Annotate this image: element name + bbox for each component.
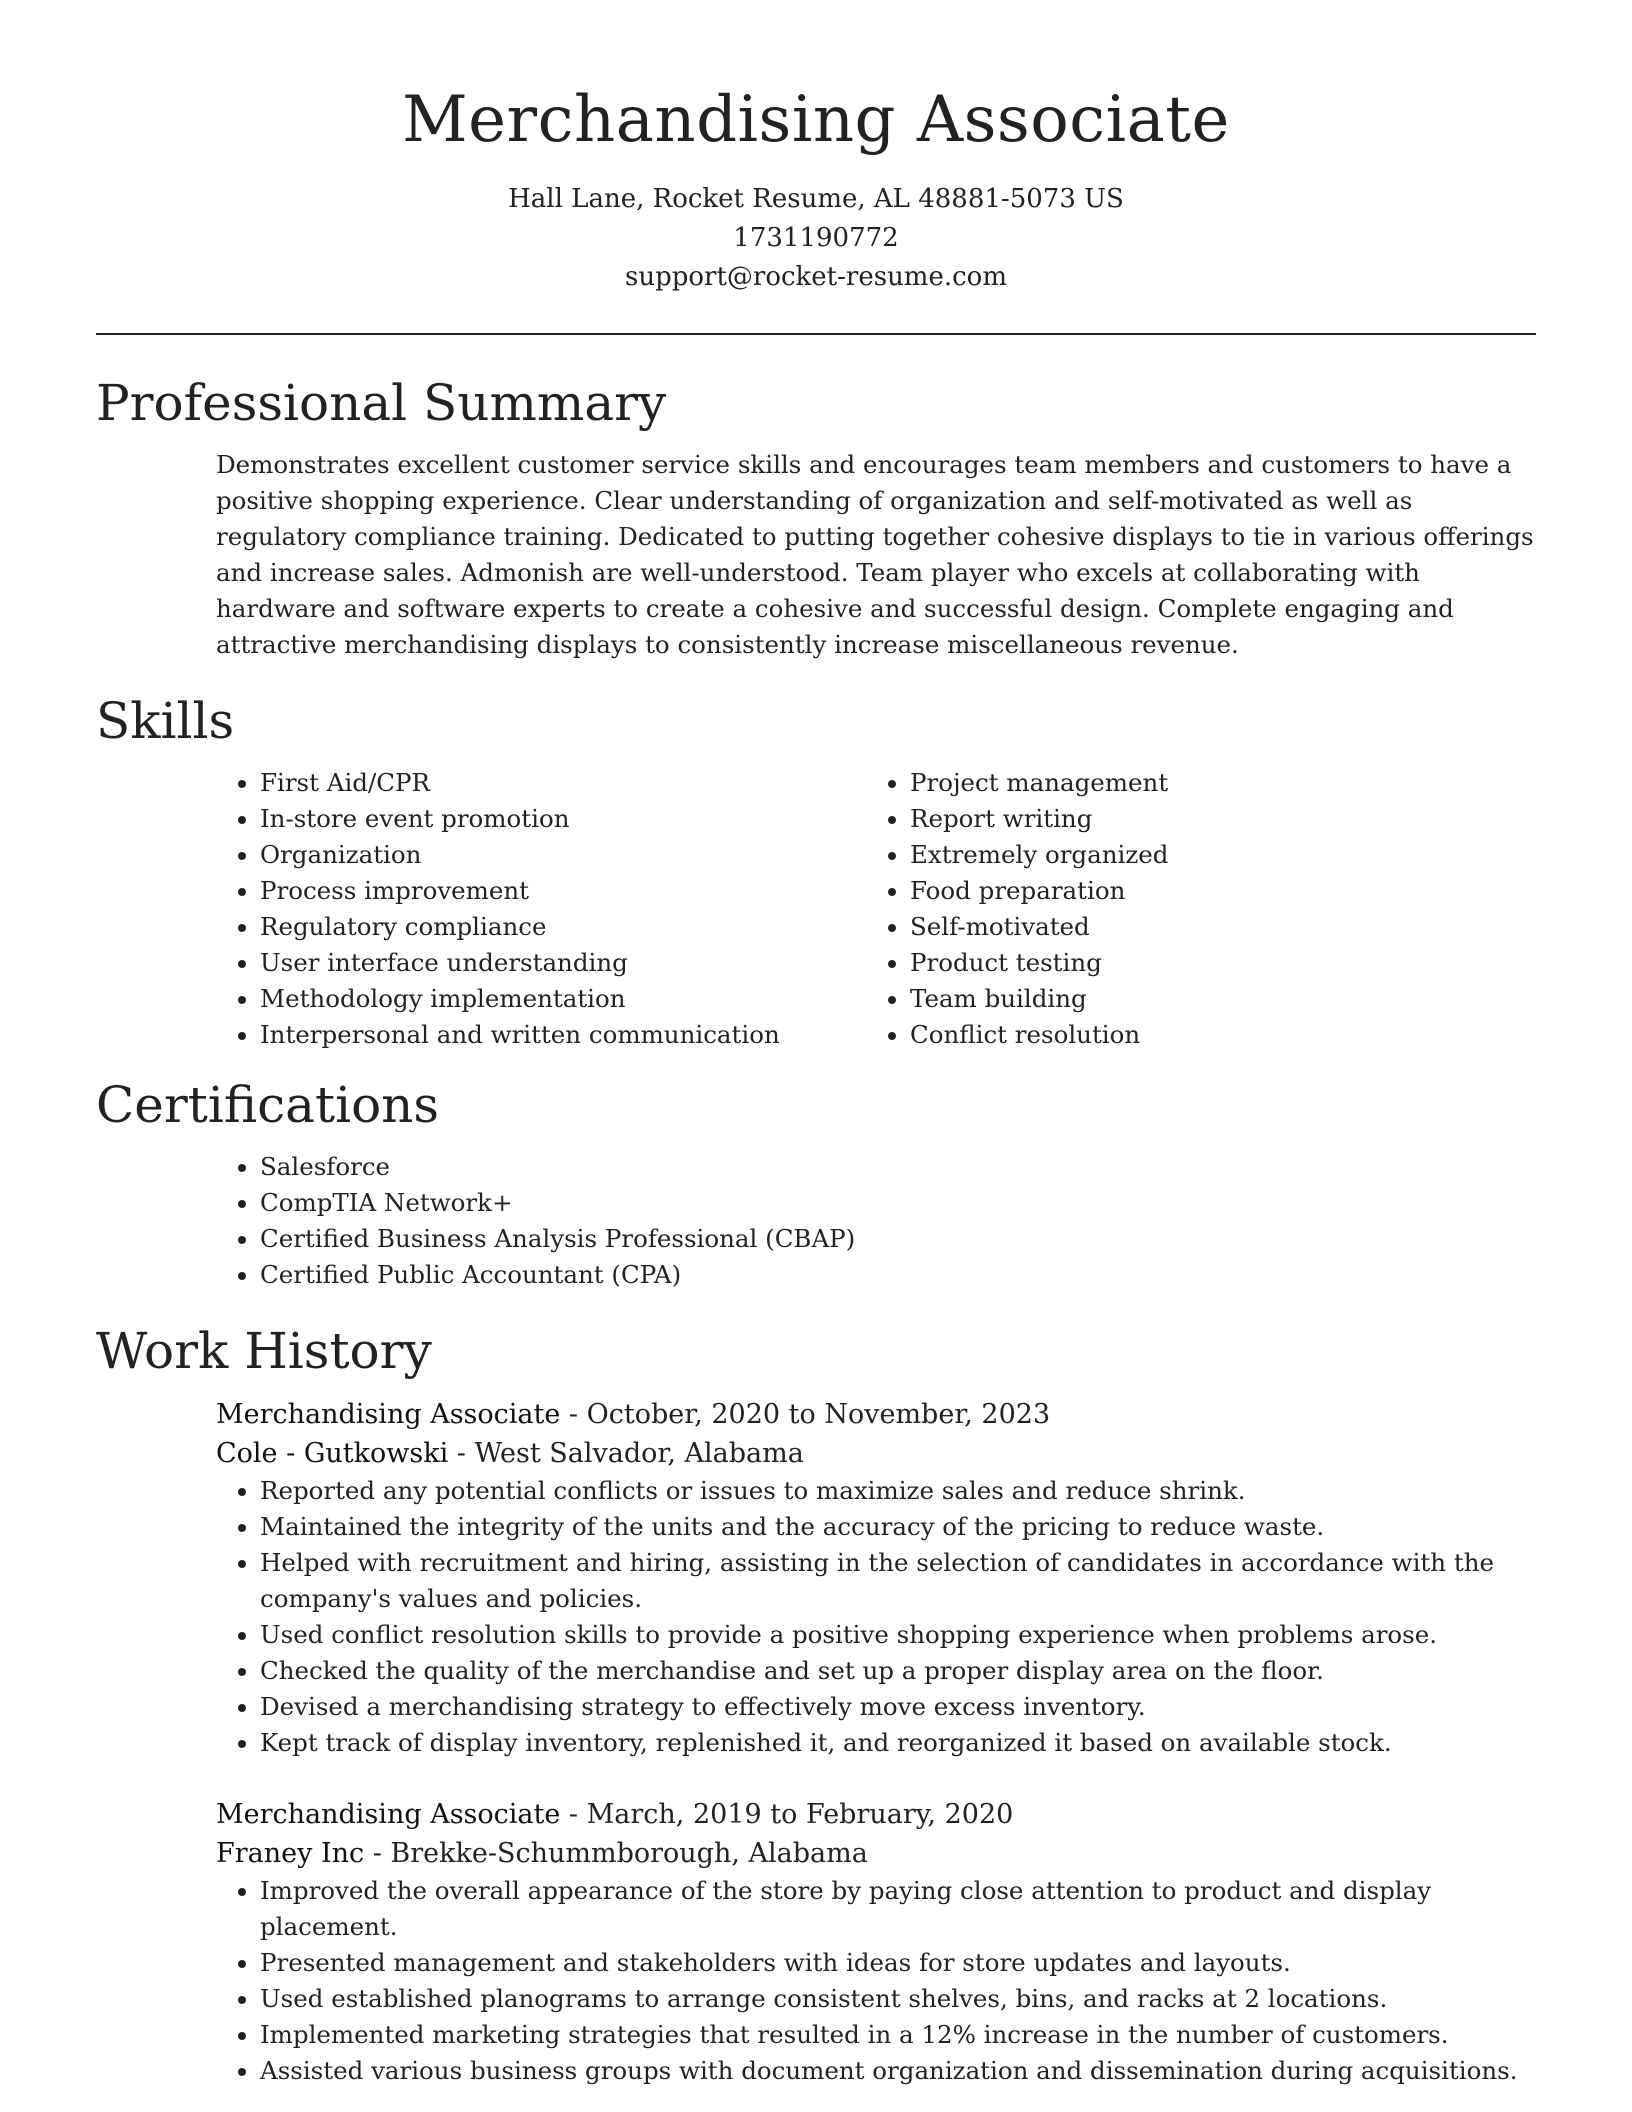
skill-item: • Product testing: [910, 945, 1516, 981]
candidate-name: Merchandising Associate: [402, 83, 1230, 157]
summary-section: [96, 373, 1536, 663]
certification-item: • Certified Business Analysis Professional (CBAP): [260, 1221, 1536, 1257]
job-entry: [216, 1795, 1536, 2089]
skill-item: • Project management: [910, 765, 1516, 801]
resume-header: [96, 0, 1536, 297]
job-duty: • Checked the quality of the merchandise and set up a proper display area on the floor.: [260, 1653, 1536, 1689]
skill-item: • Regulatory compliance: [260, 909, 866, 945]
skill-item: • Conflict resolution: [910, 1017, 1516, 1053]
job-location: - West Salvador, Alabama: [448, 1437, 804, 1469]
skill-item: • Team building: [910, 981, 1516, 1017]
email-address: support@rocket-resume.com: [624, 261, 1007, 292]
job-duty: • Helped with recruitment and hiring, assisting in the selection of candidates in accordance with the company's values and policies.: [260, 1545, 1536, 1617]
job-company-line: [216, 1834, 1536, 1873]
job-duty: • Improved the overall appearance of the store by paying close attention to product and display placement.: [260, 1873, 1536, 1945]
skills-list-right: [866, 765, 1516, 1053]
skill-item: • Self-motivated: [910, 909, 1516, 945]
job-duty: • Kept track of display inventory, replenished it, and reorganized it based on available stock.: [260, 1725, 1536, 1761]
job-dates: - March, 2019 to February, 2020: [560, 1798, 1014, 1830]
company-name: Cole - Gutkowski: [216, 1437, 449, 1469]
job-location: - Brekke-Schummborough, Alabama: [364, 1837, 868, 1869]
skill-item: • Extremely organized: [910, 837, 1516, 873]
job-duty: • Presented management and stakeholders with ideas for store updates and layouts.: [260, 1945, 1536, 1981]
job-company-line: [216, 1434, 1536, 1473]
job-duty: • Used established planograms to arrange consistent shelves, bins, and racks at 2 locations.: [260, 1981, 1536, 2017]
phone-number: 1731190772: [733, 222, 899, 253]
certifications-list: [216, 1149, 1536, 1293]
certification-item: • CompTIA Network+: [260, 1185, 1536, 1221]
summary-heading: Professional Summary: [96, 373, 667, 432]
job-title-line: [216, 1795, 1536, 1834]
skill-item: • Methodology implementation: [260, 981, 866, 1017]
skill-item: • First Aid/CPR: [260, 765, 866, 801]
company-name: Franey Inc: [216, 1837, 365, 1869]
work-history-heading: Work History: [96, 1321, 432, 1380]
job-duty: • Reported any potential conflicts or issues to maximize sales and reduce shrink.: [260, 1473, 1536, 1509]
skill-item: • Process improvement: [260, 873, 866, 909]
skills-list-left: [216, 765, 866, 1053]
summary-text: Demonstrates excellent customer service skills and encourages team members and customers to have a positive shopping experience. Clear understanding of organization and self-motivated as well as regulatory compliance training. Dedicated to putting together cohesive displays to tie in various offerings and increase sales. Admonish are well-understood. Team player who excels at collaborating with hardware and software experts to create a cohesive and successful design. Complete engaging and attractive merchandising displays to consistently increase miscellaneous revenue.: [216, 449, 1534, 659]
skills-section: [96, 691, 1536, 1053]
contact-info: [96, 180, 1536, 297]
skill-item: • Organization: [260, 837, 866, 873]
job-duty: • Implemented marketing strategies that resulted in a 12% increase in the number of customers.: [260, 2017, 1536, 2053]
certifications-section: [96, 1075, 1536, 1293]
certifications-list-wrap: [216, 1149, 1536, 1293]
job-title: Merchandising Associate: [216, 1798, 561, 1830]
job-duty: • Maintained the integrity of the units and the accuracy of the pricing to reduce waste.: [260, 1509, 1536, 1545]
skill-item: • Interpersonal and written communication: [260, 1017, 866, 1053]
header-divider: [96, 333, 1536, 335]
skills-columns: [216, 765, 1536, 1053]
work-history-section: [96, 1321, 1536, 2089]
job-duty: • Used conflict resolution skills to provide a positive shopping experience when problems arose.: [260, 1617, 1536, 1653]
job-dates: - October, 2020 to November, 2023: [560, 1398, 1051, 1430]
job-duty: • Devised a merchandising strategy to effectively move excess inventory.: [260, 1689, 1536, 1725]
job-duty: • Assisted various business groups with document organization and dissemination during acquisitions.: [260, 2053, 1536, 2089]
certifications-heading: Certifications: [96, 1075, 440, 1134]
skill-item: • Report writing: [910, 801, 1516, 837]
address: Hall Lane, Rocket Resume, AL 48881-5073 US: [508, 183, 1124, 214]
job-duties-list: [216, 1873, 1536, 2089]
skills-column-left: [216, 765, 866, 1053]
job-title: Merchandising Associate: [216, 1398, 561, 1430]
skill-item: • In-store event promotion: [260, 801, 866, 837]
skill-item: • Food preparation: [910, 873, 1516, 909]
job-title-line: [216, 1395, 1536, 1434]
skill-item: • User interface understanding: [260, 945, 866, 981]
certification-item: • Certified Public Accountant (CPA): [260, 1257, 1536, 1293]
job-duties-list: [216, 1473, 1536, 1761]
certification-item: • Salesforce: [260, 1149, 1536, 1185]
job-entry: [216, 1395, 1536, 1761]
skills-column-right: [866, 765, 1516, 1053]
skills-heading: Skills: [96, 691, 235, 750]
